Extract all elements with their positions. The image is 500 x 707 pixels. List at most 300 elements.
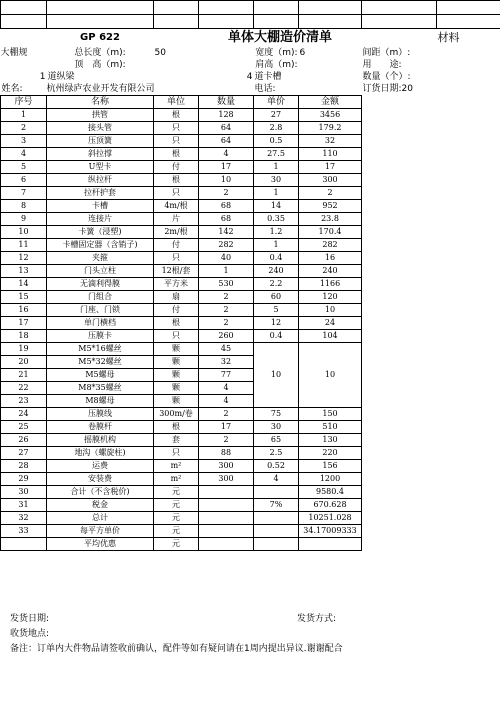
empty-cell	[437, 420, 500, 433]
item-unit: 4m/根	[154, 199, 199, 212]
item-quantity[interactable]: 2	[199, 186, 254, 199]
width-value[interactable]: 6	[299, 47, 306, 58]
empty-cell	[362, 355, 437, 368]
row-number: 31	[1, 498, 47, 511]
item-quantity[interactable]: 530	[199, 277, 254, 290]
table-row	[1, 108, 500, 121]
item-name: 平均优惠	[47, 537, 154, 550]
item-unit: 元	[154, 498, 199, 511]
item-amount: 110	[299, 147, 362, 160]
item-price[interactable]: 5	[254, 303, 299, 316]
item-quantity[interactable]: 10	[199, 173, 254, 186]
item-quantity[interactable]: 4	[199, 147, 254, 160]
ship-method-label: 发货方式:	[297, 614, 337, 624]
item-quantity[interactable]	[199, 537, 254, 550]
item-name: 合计（不含税价)	[47, 485, 154, 498]
ship-date-label: 发货日期:	[10, 614, 50, 624]
item-unit: 颗	[154, 355, 199, 368]
item-unit: 根	[154, 420, 199, 433]
item-name: 地沟（螺旋柱)	[47, 446, 154, 459]
item-price[interactable]: 30	[254, 173, 299, 186]
empty-cell	[362, 342, 437, 355]
item-amount: 32	[299, 134, 362, 147]
table-row	[1, 368, 500, 381]
empty-cell	[362, 537, 437, 550]
item-name: 总计	[47, 511, 154, 524]
empty-cell	[362, 251, 437, 264]
item-quantity[interactable]: 4	[199, 394, 254, 407]
item-name: 门头立柱	[47, 264, 154, 277]
empty-cell	[437, 186, 500, 199]
table-row	[1, 420, 500, 433]
item-name: 卡簧（浸塑)	[47, 225, 154, 238]
receive-place-label: 收货地点:	[10, 629, 50, 639]
item-quantity[interactable]: 68	[199, 212, 254, 225]
item-quantity[interactable]: 4	[199, 381, 254, 394]
item-name: 连接片	[47, 212, 154, 225]
item-price[interactable]	[254, 511, 299, 524]
length-label: 总长度（m):	[74, 47, 126, 58]
item-name: M8螺母	[47, 394, 154, 407]
empty-cell	[437, 108, 500, 121]
row-number: 18	[1, 329, 47, 342]
row-number: 28	[1, 459, 47, 472]
row-number: 12	[1, 251, 47, 264]
item-name: 税金	[47, 498, 154, 511]
empty-cell	[437, 446, 500, 459]
table-row	[1, 134, 500, 147]
item-price[interactable]: 60	[254, 290, 299, 303]
empty-cell	[437, 264, 500, 277]
item-unit: 只	[154, 329, 199, 342]
item-name: 接头管	[47, 121, 154, 134]
empty-cell	[437, 160, 500, 173]
item-price[interactable]: 12	[254, 316, 299, 329]
item-amount: 130	[299, 433, 362, 446]
screw-amount: 10	[299, 342, 362, 407]
item-price[interactable]: 240	[254, 264, 299, 277]
item-unit: m²	[154, 472, 199, 485]
item-quantity[interactable]: 2	[199, 303, 254, 316]
item-price[interactable]: 1	[254, 238, 299, 251]
item-amount: 952	[299, 199, 362, 212]
item-name: 每平方单价	[47, 524, 154, 537]
col-header-amount: 金额	[299, 95, 362, 108]
phone-label: 电话:	[254, 83, 276, 94]
item-quantity[interactable]: 128	[199, 108, 254, 121]
item-quantity[interactable]	[199, 485, 254, 498]
item-price[interactable]: 1.2	[254, 225, 299, 238]
empty-cell	[362, 407, 437, 420]
blank-row	[1, 1, 500, 15]
shoulder-height-label: 肩高（m):	[255, 59, 298, 70]
row-number: 21	[1, 368, 47, 381]
table-row	[1, 225, 500, 238]
item-amount: 34.17009333	[299, 524, 362, 537]
item-amount: 170.4	[299, 225, 362, 238]
table-row	[1, 537, 500, 550]
item-quantity[interactable]: 77	[199, 368, 254, 381]
item-name: M5*16螺丝	[47, 342, 154, 355]
item-price[interactable]: 2.5	[254, 446, 299, 459]
item-quantity[interactable]: 17	[199, 420, 254, 433]
row-number: 16	[1, 303, 47, 316]
item-name: 安装费	[47, 472, 154, 485]
row-number: 25	[1, 420, 47, 433]
item-amount: 23.8	[299, 212, 362, 225]
empty-cell	[437, 381, 500, 394]
row-number: 2	[1, 121, 47, 134]
item-price[interactable]: 7%	[254, 498, 299, 511]
item-price[interactable]: 0.5	[254, 134, 299, 147]
row-number: 13	[1, 264, 47, 277]
row-number: 24	[1, 407, 47, 420]
row-number: 1	[1, 108, 47, 121]
item-name: 压顶簧	[47, 134, 154, 147]
empty-cell	[437, 355, 500, 368]
empty-cell	[362, 199, 437, 212]
item-price[interactable]: 2.8	[254, 121, 299, 134]
item-amount: 24	[299, 316, 362, 329]
empty-cell	[362, 459, 437, 472]
row-number: 8	[1, 199, 47, 212]
row-number: 14	[1, 277, 47, 290]
row-number: 6	[1, 173, 47, 186]
empty-cell	[362, 277, 437, 290]
empty-cell	[437, 498, 500, 511]
empty-cell	[362, 498, 437, 511]
item-quantity[interactable]: 64	[199, 121, 254, 134]
table-row	[1, 446, 500, 459]
slot-label: 道卡槽	[254, 71, 282, 82]
item-price[interactable]: 0.35	[254, 212, 299, 225]
item-price[interactable]: 2.2	[254, 277, 299, 290]
row-number: 4	[1, 147, 47, 160]
empty-cell	[437, 277, 500, 290]
item-unit: 颗	[154, 368, 199, 381]
table-row	[1, 498, 500, 511]
company-name: 杭州绿庐农业开发有限公司	[46, 83, 155, 94]
empty-cell	[362, 212, 437, 225]
empty-cell	[437, 290, 500, 303]
empty-cell	[362, 433, 437, 446]
item-amount: 2	[299, 186, 362, 199]
row-number: 7	[1, 186, 47, 199]
empty-cell	[362, 420, 437, 433]
item-price[interactable]: 0.4	[254, 251, 299, 264]
item-unit: 根	[154, 147, 199, 160]
item-quantity[interactable]: 68	[199, 199, 254, 212]
item-quantity[interactable]	[199, 511, 254, 524]
empty-cell	[362, 173, 437, 186]
blank-row	[1, 15, 500, 29]
item-name: M5*32螺丝	[47, 355, 154, 368]
empty-cell	[362, 472, 437, 485]
empty-cell	[362, 121, 437, 134]
item-name: 门组合	[47, 290, 154, 303]
note-text: 备注：订单内大件物品请签收前确认，配件等如有疑问请在1周内提出异议.谢谢配合	[10, 644, 343, 654]
item-name: M5螺母	[47, 368, 154, 381]
item-name: 卡槽	[47, 199, 154, 212]
empty-cell	[437, 251, 500, 264]
empty-cell	[362, 134, 437, 147]
column-header-row	[1, 95, 500, 108]
table-row	[1, 303, 500, 316]
empty-cell	[437, 147, 500, 160]
item-name: 拉杆护套	[47, 186, 154, 199]
item-amount: 9580.4	[299, 485, 362, 498]
item-unit: 只	[154, 121, 199, 134]
item-quantity[interactable]: 2	[199, 290, 254, 303]
row-number: 32	[1, 511, 47, 524]
item-unit: 只	[154, 134, 199, 147]
row-number: 5	[1, 160, 47, 173]
item-unit: 平方米	[154, 277, 199, 290]
item-name: 门座、门锁	[47, 303, 154, 316]
item-quantity[interactable]: 17	[199, 160, 254, 173]
empty-cell	[437, 368, 500, 381]
item-price[interactable]: 75	[254, 407, 299, 420]
item-unit: m²	[154, 459, 199, 472]
empty-cell	[437, 238, 500, 251]
empty-cell	[437, 524, 500, 537]
title-row	[1, 29, 500, 47]
item-price[interactable]	[254, 485, 299, 498]
item-price[interactable]: 14	[254, 199, 299, 212]
item-unit: 只	[154, 186, 199, 199]
table-row	[1, 394, 500, 407]
row-number: 10	[1, 225, 47, 238]
item-amount: 17	[299, 160, 362, 173]
item-unit: 付	[154, 238, 199, 251]
item-name: U型卡	[47, 160, 154, 173]
item-unit: 300m/卷	[154, 407, 199, 420]
row-number: 19	[1, 342, 47, 355]
item-name: 单门横档	[47, 316, 154, 329]
item-quantity[interactable]: 142	[199, 225, 254, 238]
row-number: 22	[1, 381, 47, 394]
empty-cell	[437, 511, 500, 524]
row-number: 15	[1, 290, 47, 303]
item-name: 拱管	[47, 108, 154, 121]
spacing-label: 间距（m）:	[362, 47, 411, 58]
empty-cell	[437, 173, 500, 186]
item-price[interactable]: 65	[254, 433, 299, 446]
item-amount: 150	[299, 407, 362, 420]
empty-cell	[437, 407, 500, 420]
row-number: 26	[1, 433, 47, 446]
item-price[interactable]: 4	[254, 472, 299, 485]
empty-cell	[362, 108, 437, 121]
quantity-label: 数量（个）:	[362, 71, 411, 82]
table-row	[1, 316, 500, 329]
item-quantity[interactable]: 88	[199, 446, 254, 459]
empty-cell	[362, 368, 437, 381]
top-height-label: 顶 高（m):	[74, 59, 126, 70]
screw-price[interactable]: 10	[254, 342, 299, 407]
empty-cell	[362, 290, 437, 303]
item-unit: 根	[154, 108, 199, 121]
item-unit: 12根/套	[154, 264, 199, 277]
item-quantity[interactable]: 64	[199, 134, 254, 147]
item-price[interactable]: 27.5	[254, 147, 299, 160]
item-name: 运费	[47, 459, 154, 472]
item-name: 卡槽固定器（含销子)	[47, 238, 154, 251]
beam-count[interactable]: 1	[39, 71, 46, 82]
item-name: 纵拉杆	[47, 173, 154, 186]
empty-cell	[362, 160, 437, 173]
customer-row	[1, 83, 500, 96]
table-row	[1, 381, 500, 394]
item-quantity[interactable]: 1	[199, 264, 254, 277]
item-name: M8*35螺丝	[47, 381, 154, 394]
page-title: 单体大棚造价清单	[227, 29, 332, 45]
item-unit: 元	[154, 511, 199, 524]
item-unit: 根	[154, 316, 199, 329]
table-row	[1, 459, 500, 472]
item-price[interactable]	[254, 524, 299, 537]
row-number: 9	[1, 212, 47, 225]
item-unit: 付	[154, 303, 199, 316]
item-unit: 元	[154, 537, 199, 550]
empty-cell	[362, 394, 437, 407]
empty-cell	[437, 485, 500, 498]
empty-cell	[437, 329, 500, 342]
item-price[interactable]: 0.52	[254, 459, 299, 472]
table-row	[1, 329, 500, 342]
item-amount	[299, 537, 362, 550]
col-header-price: 单价	[254, 95, 299, 108]
item-quantity[interactable]: 32	[199, 355, 254, 368]
item-quantity[interactable]: 260	[199, 329, 254, 342]
empty-cell	[437, 225, 500, 238]
empty-cell	[362, 381, 437, 394]
item-amount: 16	[299, 251, 362, 264]
table-row	[1, 407, 500, 420]
beam-label: 道纵梁	[47, 71, 75, 82]
table-row	[1, 147, 500, 160]
item-amount: 104	[299, 329, 362, 342]
item-amount: 1166	[299, 277, 362, 290]
item-amount: 156	[299, 459, 362, 472]
item-price[interactable]: 0.4	[254, 329, 299, 342]
item-unit: 颗	[154, 381, 199, 394]
item-amount: 1200	[299, 472, 362, 485]
table-row	[1, 277, 500, 290]
item-unit: 只	[154, 251, 199, 264]
item-unit: 元	[154, 485, 199, 498]
row-number: 33	[1, 524, 47, 537]
table-row	[1, 121, 500, 134]
row-number: 3	[1, 134, 47, 147]
item-amount: 3456	[299, 108, 362, 121]
length-value[interactable]: 50	[154, 47, 166, 58]
empty-cell	[362, 329, 437, 342]
item-amount: 510	[299, 420, 362, 433]
empty-cell	[362, 316, 437, 329]
item-unit: 只	[154, 446, 199, 459]
item-name: 压膜卡	[47, 329, 154, 342]
item-unit: 元	[154, 524, 199, 537]
row-number: 27	[1, 446, 47, 459]
row-number: 11	[1, 238, 47, 251]
item-price[interactable]: 30	[254, 420, 299, 433]
item-price[interactable]	[254, 537, 299, 550]
table-row	[1, 212, 500, 225]
spec-label: 大棚规	[0, 47, 28, 58]
table-row	[1, 290, 500, 303]
item-price[interactable]: 27	[254, 108, 299, 121]
item-name: 摇膜机构	[47, 433, 154, 446]
item-amount: 10251.028	[299, 511, 362, 524]
empty-cell	[362, 524, 437, 537]
item-quantity[interactable]: 300	[199, 472, 254, 485]
row-number	[1, 537, 47, 550]
item-quantity[interactable]	[199, 498, 254, 511]
row-number: 23	[1, 394, 47, 407]
item-amount: 282	[299, 238, 362, 251]
width-label: 宽度（m):	[255, 47, 298, 58]
item-quantity[interactable]: 2	[199, 316, 254, 329]
row-number: 30	[1, 485, 47, 498]
item-name: 夹箍	[47, 251, 154, 264]
spec-row	[1, 59, 500, 71]
empty-cell	[437, 537, 500, 550]
table-row	[1, 160, 500, 173]
empty-cell	[437, 121, 500, 134]
item-price[interactable]: 1	[254, 160, 299, 173]
product-code: GP 622	[80, 31, 120, 43]
item-unit: 2m/根	[154, 225, 199, 238]
item-quantity[interactable]: 2	[199, 407, 254, 420]
empty-cell	[362, 238, 437, 251]
item-amount: 670.628	[299, 498, 362, 511]
empty-cell	[362, 511, 437, 524]
slot-count[interactable]: 4	[246, 71, 253, 82]
empty-cell	[437, 316, 500, 329]
empty-cell	[437, 472, 500, 485]
table-row	[1, 173, 500, 186]
item-quantity[interactable]: 2	[199, 433, 254, 446]
item-amount: 179.2	[299, 121, 362, 134]
empty-cell	[437, 212, 500, 225]
empty-cell	[362, 446, 437, 459]
table-row	[1, 485, 500, 498]
item-unit: 颗	[154, 342, 199, 355]
item-unit: 套	[154, 433, 199, 446]
table-row	[1, 511, 500, 524]
row-number: 17	[1, 316, 47, 329]
item-quantity[interactable]: 282	[199, 238, 254, 251]
table-row	[1, 524, 500, 537]
empty-cell	[437, 342, 500, 355]
item-quantity[interactable]: 45	[199, 342, 254, 355]
table-row	[1, 342, 500, 355]
table-row	[1, 433, 500, 446]
item-amount: 120	[299, 290, 362, 303]
item-unit: 扇	[154, 290, 199, 303]
empty-cell	[437, 459, 500, 472]
item-price[interactable]: 1	[254, 186, 299, 199]
item-quantity[interactable]: 300	[199, 459, 254, 472]
table-row	[1, 238, 500, 251]
item-quantity[interactable]	[199, 524, 254, 537]
table-row	[1, 199, 500, 212]
item-quantity[interactable]: 40	[199, 251, 254, 264]
row-number: 20	[1, 355, 47, 368]
empty-cell	[362, 264, 437, 277]
table-row	[1, 264, 500, 277]
